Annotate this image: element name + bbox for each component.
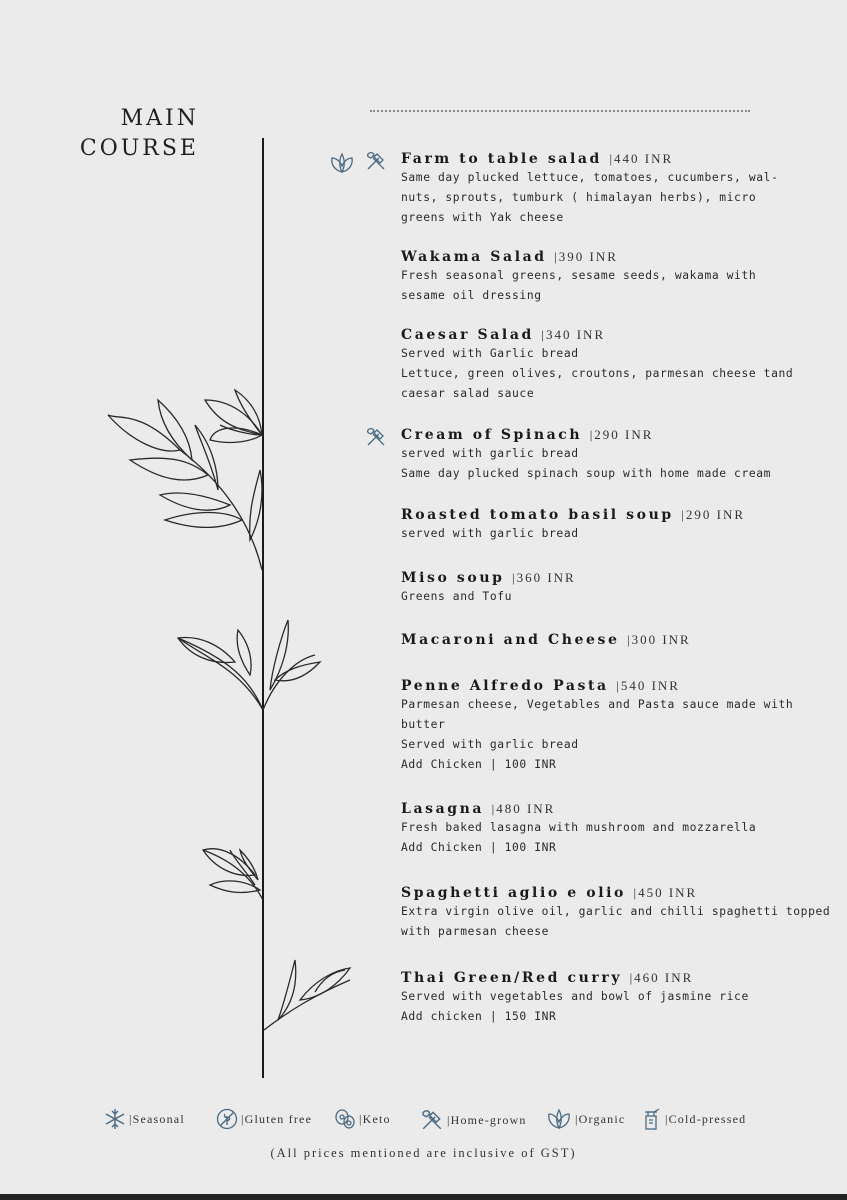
description-line: with parmesan cheese — [401, 925, 550, 938]
dietary-legend — [104, 1108, 804, 1132]
item-title — [401, 677, 821, 695]
home-grown-icon — [365, 426, 387, 448]
item-name: Lasagna — [401, 801, 485, 817]
item-title — [401, 506, 821, 524]
item-price: |450 INR — [633, 885, 698, 900]
legend-item-cold-pressed: |Cold-pressed — [640, 1108, 746, 1130]
menu-item — [401, 569, 821, 607]
item-name: Farm to table salad — [401, 151, 602, 167]
item-price: |360 INR — [511, 570, 576, 585]
item-description — [401, 695, 821, 775]
menu-item — [401, 800, 821, 858]
item-title — [401, 969, 821, 987]
bottom-bar — [0, 1194, 847, 1200]
cold-pressed-icon — [640, 1108, 662, 1130]
item-description — [401, 524, 821, 544]
organic-icon — [330, 152, 354, 174]
item-price: |290 INR — [681, 507, 746, 522]
description-line: Add chicken | 150 INR — [401, 1010, 557, 1023]
legend-item-organic: |Organic — [546, 1108, 625, 1130]
item-title — [401, 631, 821, 649]
description-line: butter — [401, 718, 446, 731]
description-line: Served with vegetables and bowl of jasmine rice — [401, 990, 749, 1003]
description-line: Served with Garlic bread — [401, 347, 579, 360]
item-price: |290 INR — [589, 427, 654, 442]
menu-item — [401, 969, 821, 1027]
description-line: Add Chicken | 100 INR — [401, 841, 557, 854]
snowflake-icon — [104, 1108, 126, 1130]
home-grown-icon — [420, 1108, 444, 1132]
item-price: |480 INR — [491, 801, 556, 816]
botanical-illustration — [100, 380, 360, 1040]
legend-item-seasonal: |Seasonal — [104, 1108, 185, 1130]
keto-icon — [334, 1108, 356, 1130]
item-description — [401, 902, 831, 942]
item-title — [401, 426, 821, 444]
description-line: Lettuce, green olives, croutons, parmesan cheese tand — [401, 367, 794, 380]
item-name: Thai Green/Red curry — [401, 970, 623, 986]
description-line: Greens and Tofu — [401, 590, 513, 603]
legend-item-gluten-free: |Gluten free — [216, 1108, 312, 1130]
description-line: Served with garlic bread — [401, 738, 579, 751]
item-title — [401, 326, 821, 344]
menu-item — [401, 677, 821, 775]
description-line: Parmesan cheese, Vegetables and Pasta sauce made with — [401, 698, 794, 711]
home-grown-icon — [365, 150, 387, 172]
menu-item — [401, 506, 821, 544]
menu-item — [401, 248, 821, 306]
description-line: Same day plucked lettuce, tomatoes, cucumbers, wal- — [401, 171, 779, 184]
item-description — [401, 987, 821, 1027]
item-price: |300 INR — [626, 632, 691, 647]
menu-item — [401, 426, 821, 484]
description-line: sesame oil dressing — [401, 289, 542, 302]
item-description — [401, 587, 821, 607]
item-description — [401, 818, 821, 858]
gluten-free-icon — [216, 1108, 238, 1130]
item-name: Miso soup — [401, 570, 505, 586]
organic-icon — [546, 1108, 572, 1130]
item-description — [401, 266, 821, 306]
description-line: Fresh seasonal greens, sesame seeds, wakama with — [401, 269, 757, 282]
description-line: Extra virgin olive oil, garlic and chilli spaghetti topped — [401, 905, 831, 918]
item-name: Penne Alfredo Pasta — [401, 678, 609, 694]
price-footnote: (All prices mentioned are inclusive of GST) — [270, 1146, 577, 1160]
menu-item — [401, 326, 821, 404]
item-description — [401, 444, 821, 484]
legend-item-keto: |Keto — [334, 1108, 391, 1130]
item-name: Roasted tomato basil soup — [401, 507, 674, 523]
item-price: |340 INR — [541, 327, 606, 342]
legend-item-home-grown: |Home-grown — [420, 1108, 527, 1132]
item-description — [401, 344, 821, 404]
description-line: caesar salad sauce — [401, 387, 535, 400]
item-price: |540 INR — [616, 678, 680, 693]
menu-item — [401, 884, 831, 942]
menu-item — [401, 631, 821, 649]
description-line: Fresh baked lasagna with mushroom and mozzarella — [401, 821, 757, 834]
description-line: served with garlic bread — [401, 527, 579, 540]
item-name: Wakama Salad — [401, 249, 547, 265]
dotted-divider — [370, 100, 750, 112]
item-price: |460 INR — [629, 970, 694, 985]
item-title — [401, 884, 821, 902]
item-price: |390 INR — [554, 249, 618, 264]
menu-item — [401, 150, 821, 228]
item-name: Spaghetti aglio e olio — [401, 885, 626, 901]
description-line: Add Chicken | 100 INR — [401, 758, 557, 771]
item-description — [401, 168, 821, 228]
item-title — [401, 150, 821, 168]
description-line: greens with Yak cheese — [401, 211, 564, 224]
item-price: |440 INR — [609, 151, 674, 166]
item-title — [401, 248, 821, 266]
item-title — [401, 569, 821, 587]
description-line: Same day plucked spinach soup with home made cream — [401, 467, 772, 480]
item-name: Caesar Salad — [401, 327, 534, 343]
description-line: served with garlic bread — [401, 447, 579, 460]
item-name: Macaroni and Cheese — [401, 632, 620, 648]
description-line: nuts, sprouts, tumburk ( himalayan herbs), micro — [401, 191, 757, 204]
item-name: Cream of Spinach — [401, 427, 583, 443]
item-title — [401, 800, 821, 818]
section-title: MAIN COURSE — [79, 106, 199, 161]
